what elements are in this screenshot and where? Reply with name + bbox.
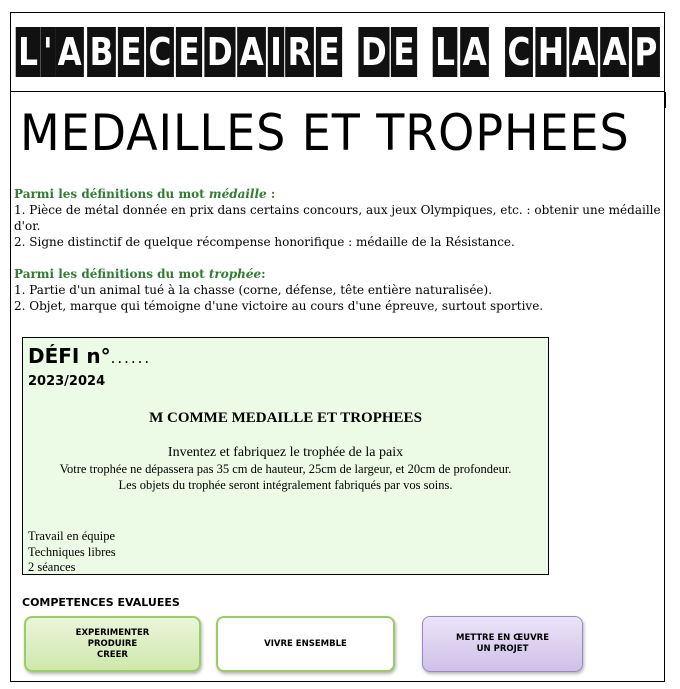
definition-line: 2. Signe distinctif de quelque récompense honorifique : médaille de la Résistance.: [14, 235, 515, 249]
banner-letter: A: [569, 27, 598, 77]
header-banner: [10, 12, 665, 92]
competence-label: PRODUIRE: [87, 638, 138, 649]
defi-subtitle: Inventez et fabriquez le trophée de la paix: [167, 445, 404, 460]
definitions-heading: Parmi les définitions du mot trophée:: [14, 267, 266, 281]
banner-letter: E: [316, 27, 342, 77]
definition-line: 1. Partie d'un animal tué à la chasse (corne, défense, tête entière naturalisée).: [14, 283, 493, 297]
competences-title: COMPETENCES EVALUEES: [22, 596, 180, 609]
defi-label: DÉFI n°......: [28, 344, 152, 368]
banner-letter: E: [118, 27, 144, 77]
competence-label: METTRE EN ŒUVRE: [456, 633, 549, 643]
competence-label: CREER: [97, 649, 128, 660]
defi-box: [22, 337, 549, 575]
defi-note: Techniques libres: [28, 544, 116, 559]
banner-letter: A: [460, 27, 489, 77]
competence-experimenter-button[interactable]: [24, 616, 201, 672]
banner-letter: I: [267, 27, 284, 77]
banner-letter: ': [40, 27, 54, 77]
definitions-heading: Parmi les définitions du mot médaille :: [14, 187, 276, 201]
defi-note: 2 séances: [28, 560, 76, 574]
banner-letter: D: [204, 27, 235, 77]
definition-line: 1. Pièce de métal donnée en prix dans certains concours, aux jeux Olympiques, etc. : obtenir une médaille d'or.: [14, 203, 661, 233]
definition-line: 2. Objet, marque qui témoigne d'une victoire au cours d'une épreuve, surtout sportive.: [14, 299, 544, 313]
banner-letter: C: [146, 27, 174, 77]
defi-note: Travail en équipe: [28, 529, 116, 543]
banner-letter: A: [56, 27, 85, 77]
banner-letter: E: [391, 27, 417, 77]
banner-letter: E: [175, 27, 201, 77]
banner-word: [433, 27, 489, 77]
competence-label: VIVRE ENSEMBLE: [264, 638, 347, 649]
competence-label: EXPERIMENTER: [75, 627, 150, 638]
banner-word: [505, 27, 659, 77]
banner-word: [16, 27, 342, 77]
banner-letter: D: [358, 27, 389, 77]
banner-title: [16, 27, 660, 77]
banner-letter: H: [535, 27, 566, 77]
competence-label: UN PROJET: [476, 644, 529, 654]
frame-tick: [665, 92, 666, 108]
defi-notes: [28, 529, 116, 576]
defi-rule: Les objets du trophée seront intégralement fabriqués par vos soins.: [118, 478, 453, 492]
banner-word: [358, 27, 418, 77]
defi-year: 2023/2024: [28, 374, 106, 389]
banner-letter: C: [505, 27, 533, 77]
competence-vivre-ensemble-button[interactable]: [216, 616, 395, 672]
banner-letter: R: [285, 27, 314, 77]
banner-letter: L: [433, 27, 458, 77]
defi-heading: M COMME MEDAILLE ET TROPHEES: [149, 410, 422, 426]
defi-constraint: Votre trophée ne dépassera pas 35 cm de hauteur, 25cm de largeur, et 20cm de profondeur.: [59, 462, 512, 476]
definitions-medaille: [14, 186, 664, 250]
definitions-trophee: [14, 266, 664, 314]
page-title: MEDAILLES ET TROPHEES: [20, 104, 630, 162]
banner-letter: B: [87, 27, 116, 77]
banner-letter: P: [632, 27, 660, 77]
banner-letter: A: [600, 27, 629, 77]
banner-letter: A: [237, 27, 266, 77]
competence-projet-button[interactable]: [422, 616, 583, 672]
banner-letter: L: [15, 27, 40, 77]
